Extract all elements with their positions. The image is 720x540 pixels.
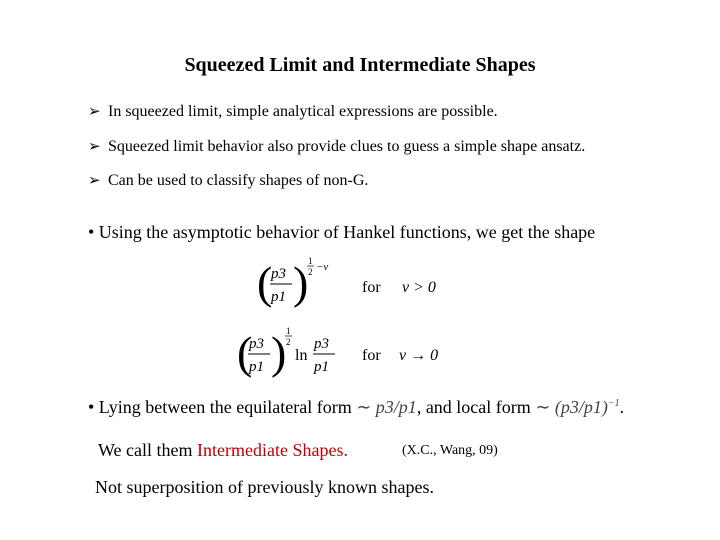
formula1-condition: ν > 0: [402, 279, 436, 296]
formula-log: [235, 324, 455, 386]
arrow-bullet-text: Can be used to classify shapes of non-G.: [108, 171, 369, 189]
lying-middle: , and local form: [416, 397, 531, 417]
equilateral-form: ∼ p3/p1: [356, 397, 417, 417]
paren-left: (: [237, 327, 253, 378]
arrow-bullet-icon: ➢: [88, 104, 101, 120]
closing-note: Not superposition of previously known shapes.: [95, 477, 434, 497]
arrow-bullet-text: In squeezed limit, simple analytical expressions are possible.: [108, 102, 498, 120]
formula1-for-label: for: [362, 279, 381, 296]
paren-right: ): [271, 327, 287, 378]
formula2-base-den: p1: [249, 359, 264, 375]
lying-prefix: • Lying between the equilateral form: [88, 397, 352, 417]
formula2-for-label: for: [362, 347, 381, 364]
arrow-bullet-2: [88, 137, 585, 156]
formula1-base-den: p1: [271, 289, 286, 305]
arrow-bullet-icon: ➢: [88, 173, 101, 189]
formula2-base-num: p3: [249, 336, 264, 352]
arrow-bullet-text: Squeezed limit behavior also provide clues to guess a simple shape ansatz.: [108, 137, 586, 155]
paren-left: (: [257, 257, 273, 308]
formula2-log: ln: [295, 347, 308, 364]
paren-right: ): [293, 257, 309, 308]
formula2-exp-den: 2: [286, 337, 291, 347]
formula2-log-num: p3: [314, 336, 329, 352]
arrow-bullet-1: [88, 102, 498, 121]
citation: (X.C., Wang, 09): [402, 443, 498, 458]
slide-title: Squeezed Limit and Intermediate Shapes: [184, 54, 536, 76]
formula1-exp-tail: −ν: [316, 261, 329, 273]
intermediate-shapes-highlight: Intermediate Shapes.: [197, 440, 348, 460]
call-them-line: [98, 440, 348, 461]
hankel-statement: • Using the asymptotic behavior of Hankel functions, we get the shape: [88, 222, 596, 242]
formula1-base-num: p3: [271, 266, 286, 282]
local-form: ∼ (p3/p1): [535, 397, 608, 417]
local-form-exponent: −1: [607, 398, 620, 409]
arrow-bullet-icon: ➢: [88, 139, 101, 155]
arrow-bullet-3: [88, 171, 368, 190]
formula1-exp-num: 1: [308, 256, 313, 266]
formula-power-law: [255, 254, 455, 316]
lying-end: .: [619, 397, 625, 417]
formula2-exp-num: 1: [286, 326, 291, 336]
lying-between-line: [88, 397, 624, 418]
formula2-condition: ν → 0: [399, 347, 439, 364]
formula1-exp-den: 2: [308, 267, 313, 277]
call-prefix: We call them: [98, 440, 193, 460]
formula2-log-den: p1: [314, 359, 329, 375]
